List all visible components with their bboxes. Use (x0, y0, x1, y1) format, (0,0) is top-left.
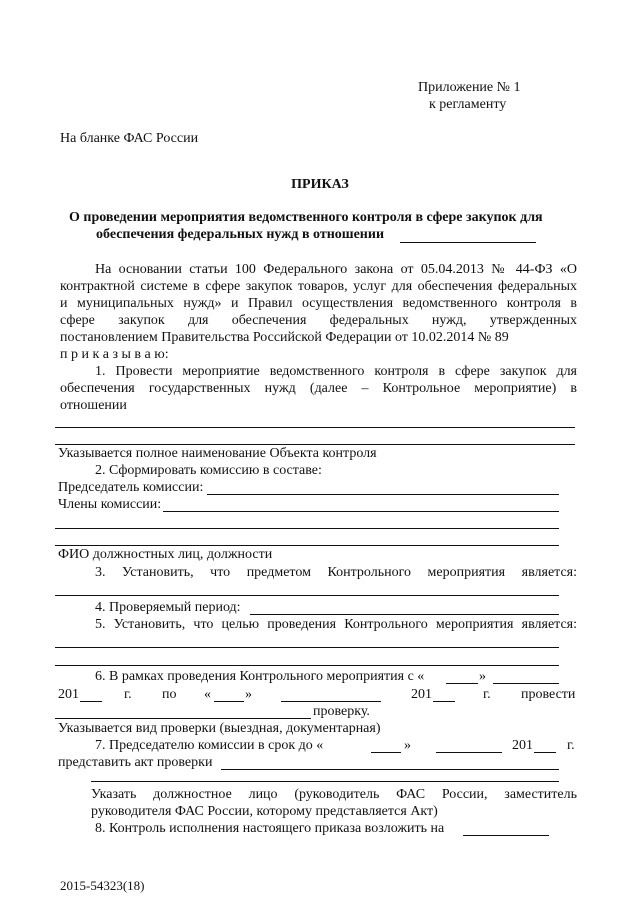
item-6-month-blank-1 (493, 683, 559, 684)
item-7-day-blank (371, 752, 401, 753)
order-word: п р и к а з ы в а ю: (60, 347, 169, 362)
basis-line-4: сфере закупок для обеспечения федеральных нужд, утвержденных (60, 313, 577, 328)
item-7-month-blank (436, 752, 502, 753)
item-7-quote-close: » (404, 738, 411, 753)
item-2-note: ФИО должностных лиц, должности (58, 547, 273, 562)
basis-line-3: и муниципальных нужд» и Правил осуществления ведомственного контроля в (60, 296, 577, 311)
annex-number: Приложение № 1 (418, 80, 521, 95)
annex-regulation: к регламенту (429, 97, 507, 112)
item-5-blank-1 (55, 647, 559, 648)
item-1-note: Указывается полное наименование Объекта контроля (58, 446, 377, 461)
object-blank-2 (55, 444, 575, 445)
item-7-blank-2 (91, 781, 559, 782)
chair-blank (207, 494, 559, 495)
subtitle-blank (400, 242, 536, 243)
item-7-line-2: представить акт проверки (58, 755, 213, 770)
item-2-line-1: 2. Сформировать комиссию в составе: (95, 463, 322, 478)
item-6-year-blank-2 (433, 701, 455, 702)
basis-line-5: постановлением Правительства Российской Федерации от 10.02.2014 № 89 (60, 330, 509, 345)
item-6-line-1: 6. В рамках проведения Контрольного мероприятия с « (95, 669, 425, 684)
item-7-year-blank (534, 752, 556, 753)
members-blank-2 (55, 528, 559, 529)
item-6-year-blank-1 (80, 701, 102, 702)
item-6-month-blank-2 (281, 701, 381, 702)
item-4-blank (250, 614, 559, 615)
item-3-blank (55, 595, 559, 596)
subtitle-line-1: О проведении мероприятия ведомственного контроля в сфере закупок для (69, 210, 543, 225)
item-7-g: г. (567, 738, 575, 753)
chair-label: Председатель комиссии: (58, 480, 204, 495)
item-6-quote-open: « (204, 687, 211, 702)
item-4-text: 4. Проверяемый период: (95, 600, 241, 615)
item-6-g-2: г. (483, 687, 491, 702)
item-7-line-1: 7. Председателю комиссии в срок до « (95, 738, 324, 753)
letterhead-note: На бланке ФАС России (60, 131, 199, 146)
basis-line-2: контрактной системе в сфере закупок товаров, услуг для обеспечения федеральных (60, 279, 577, 294)
item-6-year-2: 201 (411, 687, 432, 702)
item-6-type-blank (55, 718, 311, 719)
item-6-conduct: провести (521, 687, 576, 702)
item-6-g-1: г. (124, 687, 132, 702)
item-1-line-2: обеспечения государственных нужд (далее – Контрольное мероприятие) в (60, 381, 577, 396)
item-5-text: 5. Установить, что целью проведения Контрольного мероприятия является: (95, 617, 577, 632)
item-6-year-1: 201 (58, 687, 79, 702)
item-6-day-blank-2 (214, 701, 244, 702)
item-6-po: по (162, 687, 177, 702)
item-7-note-2: руководителя ФАС России, которому представляется Акт) (91, 804, 438, 819)
item-7-note-1: Указать должностное лицо (руководитель ФАС России, заместитель (91, 787, 577, 802)
item-7-year: 201 (512, 738, 533, 753)
item-8-text: 8. Контроль исполнения настоящего приказа возложить на (95, 821, 445, 836)
item-7-blank-1 (221, 769, 559, 770)
members-blank-3 (55, 545, 559, 546)
item-1-line-1: 1. Провести мероприятие ведомственного контроля в сфере закупок для (95, 364, 577, 379)
item-6-check: проверку. (313, 704, 370, 719)
item-6-day-blank-1 (446, 683, 478, 684)
object-blank-1 (55, 427, 575, 428)
document-code: 2015-54323(18) (60, 878, 145, 893)
page-title: ПРИКАЗ (291, 177, 349, 192)
members-label: Члены комиссии: (58, 497, 162, 512)
item-6-quote-close: » (479, 669, 486, 684)
basis-line-1: На основании статьи 100 Федерального закона от 05.04.2013 № 44-ФЗ «О (95, 262, 577, 277)
item-6-quote-close-2: » (245, 687, 252, 702)
item-3-text: 3. Установить, что предметом Контрольного мероприятия является: (95, 565, 577, 580)
subtitle-line-2: обеспечения федеральных нужд в отношении (96, 227, 385, 242)
item-1-line-3: отношении (60, 398, 127, 413)
item-5-blank-2 (55, 665, 559, 666)
members-blank-1 (163, 511, 559, 512)
item-8-blank (463, 835, 549, 836)
item-6-note: Указывается вид проверки (выездная, документарная) (58, 721, 381, 736)
